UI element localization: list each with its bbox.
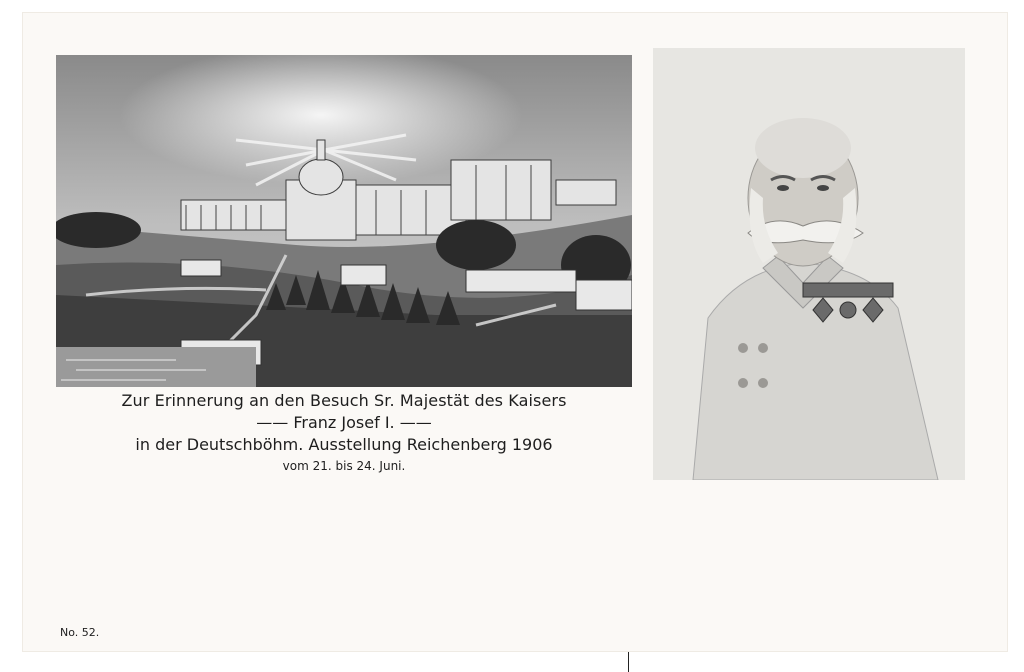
emperor-portrait-image [653, 48, 965, 480]
caption-line-2: —— Franz Josef I. —— [256, 413, 432, 432]
edge-mark [628, 652, 629, 672]
exhibition-panorama-image [56, 55, 632, 387]
caption-line-3: in der Deutschböhm. Ausstellung Reichenberg 1906 [135, 435, 553, 454]
caption-line-4: vom 21. bis 24. Juni. [282, 459, 406, 473]
caption-line-1: Zur Erinnerung an den Besuch Sr. Majestät des Kaisers [121, 391, 567, 410]
card-number: No. 52. [60, 626, 100, 639]
